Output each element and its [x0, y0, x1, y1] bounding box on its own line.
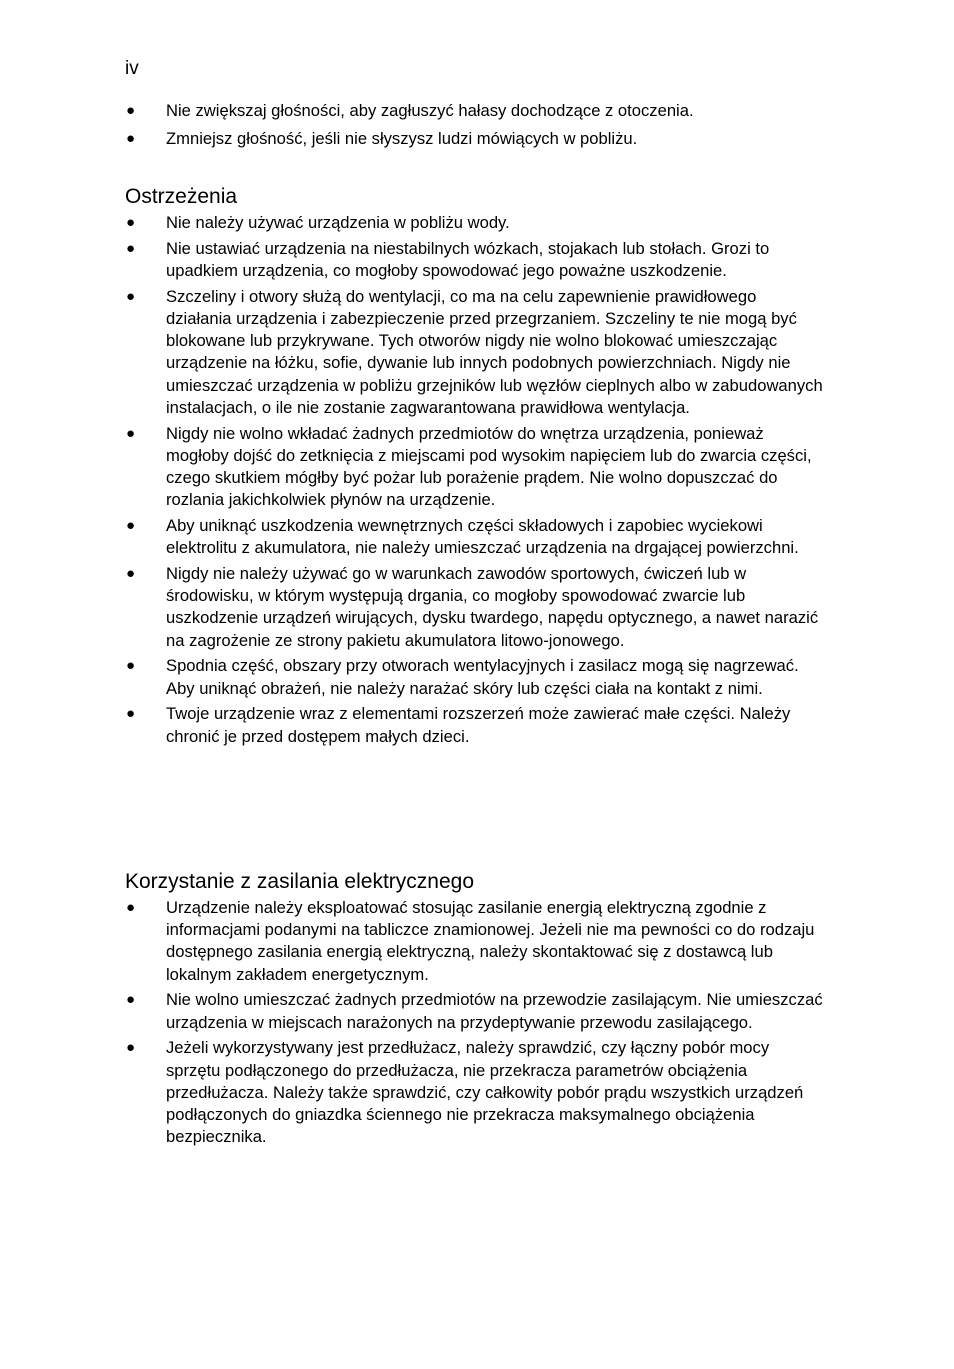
list-item: ● Nie wolno umieszczać żadnych przedmiotów na przewodzie zasilającym. Nie umieszczać urządzenia w miejscach narażonych na przydeptywanie przewodu zasilającego.	[126, 990, 823, 1032]
bullet-icon: ●	[126, 287, 136, 305]
list-item: ● Nie zwiększaj głośności, aby zagłuszyć hałasy dochodzące z otoczenia.	[126, 101, 694, 120]
bullet-icon: ●	[126, 565, 136, 583]
power-section	[125, 869, 825, 1152]
list-item: ● Twoje urządzenie wraz z elementami rozszerzeń może zawierać małe części. Należy chronić je przed dostępem małych dzieci.	[126, 704, 791, 746]
bullet-icon: ●	[126, 899, 136, 916]
list-item: ● Szczeliny i otwory służą do wentylacji, co ma na celu zapewnienie prawidłowego działania urządzenia i zabezpieczenie przed przegrzaniem. Szczeliny te nie mogą być blokowane lub przykrywane. Tych otworów nigdy nie wolno blokować umieszczając urządzenie na łóżku, sofie, dywanie lub innych podobnych powierzchniach. Nigdy nie umieszczać urządzenia w pobliżu grzejników lub węzłów cieplnych albo w zabudowanych instalacjach, o ile nie zostanie zagwarantowana prawidłowa wentylacja.	[126, 286, 823, 417]
section-heading-power: Korzystanie z zasilania elektrycznego	[125, 870, 475, 893]
list-item: ● Nigdy nie należy używać go w warunkach zawodów sportowych, ćwiczeń lub w środowisku, w którym występują drgania, co mogłoby spowodować zwarcie lub uszkodzenie urządzeń wirujących, dysku twardego, napędu optycznego, a nawet narazić na zagrożenie ze strony pakietu akumulatora litowo-jonowego.	[126, 564, 819, 650]
list-item: ● Aby uniknąć uszkodzenia wewnętrznych części składowych i zapobiec wyciekowi elektrolitu z akumulatora, nie należy umieszczać urządzenia na drgającej powierzchni.	[126, 516, 799, 558]
bullet-icon: ●	[126, 102, 136, 119]
bullet-icon: ●	[126, 991, 136, 1009]
list-item: ● Spodnia część, obszary przy otworach wentylacyjnych i zasilacz mogą się nagrzewać. Aby uniknąć obrażeń, nie należy narażać skóry lub części ciała na kontakt z nimi.	[126, 656, 799, 698]
bullet-icon: ●	[126, 424, 136, 442]
bullet-icon: ●	[126, 239, 136, 257]
list-item: ● Nie ustawiać urządzenia na niestabilnych wózkach, stojakach lub stołach. Grozi to upadkiem urządzenia, co mogłoby spowodować jego poważne uszkodzenie.	[126, 238, 770, 280]
list-item: ● Jeżeli wykorzystywany jest przedłużacz, należy sprawdzić, czy łączny pobór mocy sprzętu podłączonego do przedłużacza, nie przekracza parametrów obciążenia przedłużacza. Należy także sprawdzić, czy całkowity pobór prądu wszystkich urządzeń podłączonych do gniazdka ściennego nie przekracza maksymalnego obciążenia bezpiecznika.	[126, 1038, 804, 1147]
bullet-icon: ●	[126, 517, 136, 535]
bullet-icon: ●	[126, 1039, 136, 1057]
warnings-list	[125, 212, 825, 748]
list-item: ● Zmniejsz głośność, jeśli nie słyszysz ludzi mówiących w pobliżu.	[126, 129, 638, 149]
bullet-icon: ●	[126, 657, 136, 675]
page-number: iv	[125, 58, 139, 79]
warnings-section	[125, 184, 825, 751]
bullet-icon: ●	[126, 705, 136, 723]
intro-list	[125, 100, 825, 150]
section-heading-warnings: Ostrzeżenia	[125, 185, 238, 208]
bullet-icon: ●	[126, 130, 136, 148]
intro-section	[125, 100, 825, 154]
list-item: ● Nigdy nie wolno wkładać żadnych przedmiotów do wnętrza urządzenia, ponieważ mogłoby dojść do zetknięcia z miejscami pod wysokim napięciem lub do zwarcia części, czego skutkiem mógłby być pożar lub porażenie prądem. Nie wolno dopuszczać do rozlania jakichkolwiek płynów na urządzenie.	[126, 423, 812, 510]
list-item: ● Urządzenie należy eksploatować stosując zasilanie energią elektryczną zgodnie z informacjami podanymi na tabliczce znamionowej. Jeżeli nie ma pewności co do rodzaju dostępnego zasilania energią elektryczną, należy skontaktować się z dostawcą lub lokalnym zakładem energetycznym.	[126, 898, 815, 984]
bullet-icon: ●	[126, 214, 136, 231]
list-item: ● Nie należy używać urządzenia w pobliżu wody.	[126, 213, 510, 232]
power-list	[125, 897, 825, 1148]
